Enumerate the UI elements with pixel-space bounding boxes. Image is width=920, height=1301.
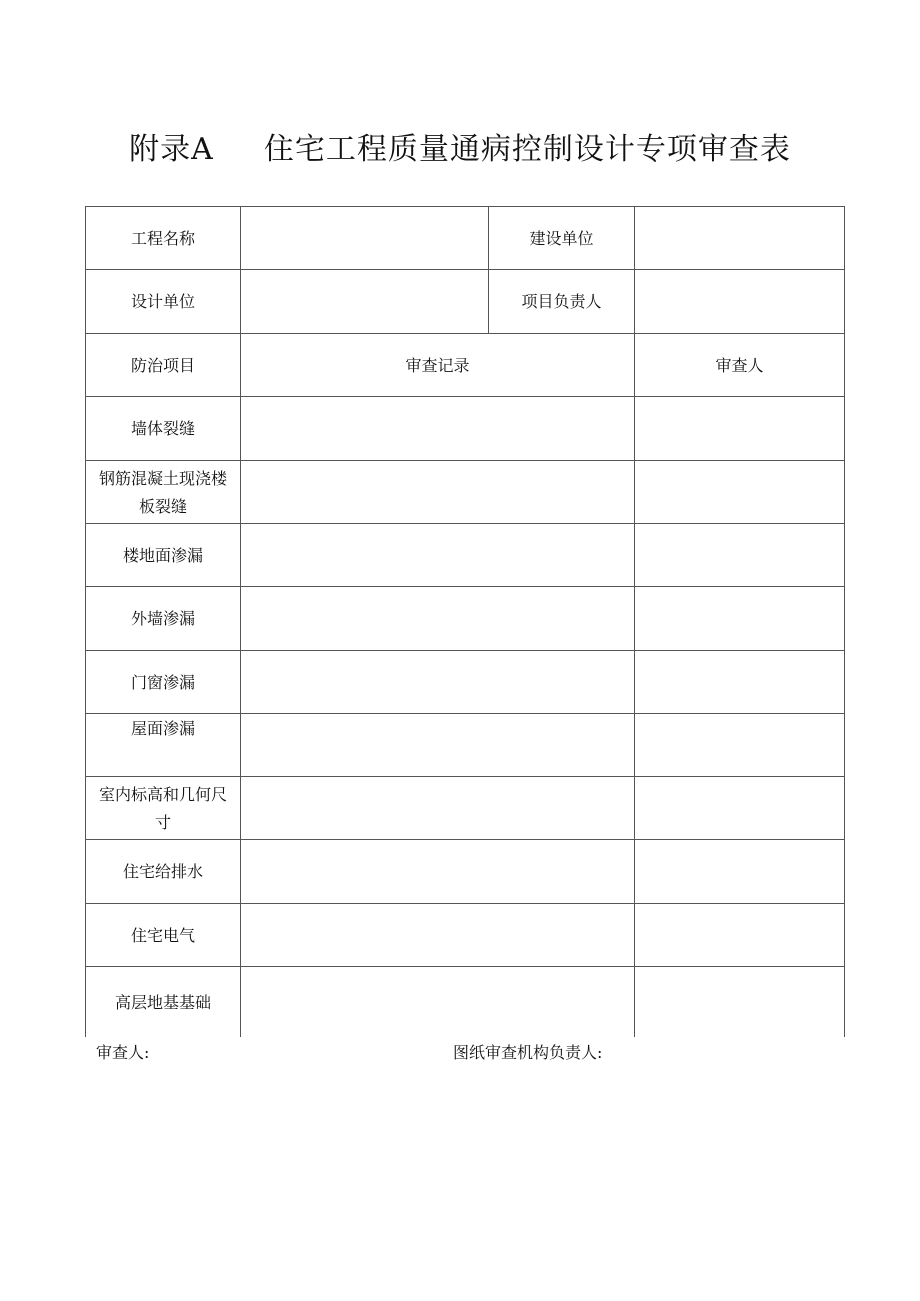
design-unit-label: 设计单位: [85, 270, 240, 334]
agency-head-signature-label: 图纸审查机构负责人:: [453, 1043, 603, 1062]
item-name: 钢筋混凝土现浇楼板裂缝: [85, 461, 240, 524]
table-row: [85, 460, 845, 524]
table-row: [85, 713, 845, 777]
item-name: 楼地面渗漏: [85, 524, 240, 587]
column-header-record: 审查记录: [240, 334, 634, 397]
appendix-label: 附录A: [129, 132, 214, 167]
owner-unit-label: 建设单位: [488, 207, 634, 270]
review-record-field[interactable]: [240, 967, 634, 1037]
column-header-item: 防治项目: [85, 334, 240, 397]
owner-unit-field[interactable]: [634, 207, 845, 270]
review-record-field[interactable]: [240, 714, 634, 777]
page-title: [0, 124, 920, 168]
review-record-field[interactable]: [240, 651, 634, 714]
reviewer-field[interactable]: [634, 840, 845, 904]
project-name-field[interactable]: [240, 207, 488, 270]
table-row: [85, 776, 845, 840]
review-record-field[interactable]: [240, 397, 634, 461]
item-name: 外墙渗漏: [85, 587, 240, 651]
item-name: 住宅电气: [85, 904, 240, 967]
reviewer-field[interactable]: [634, 461, 845, 524]
column-header-reviewer: 审查人: [634, 334, 845, 397]
item-name: 高层地基基础: [85, 967, 240, 1037]
reviewer-field[interactable]: [634, 904, 845, 967]
table-row: [85, 839, 845, 904]
table-row: [85, 523, 845, 587]
project-leader-label: 项目负责人: [488, 270, 634, 334]
table-row: [85, 396, 845, 461]
project-name-label: 工程名称: [85, 207, 240, 270]
table-row: [85, 586, 845, 651]
item-name: 屋面渗漏: [85, 714, 240, 777]
item-name: 门窗渗漏: [85, 651, 240, 714]
reviewer-field[interactable]: [634, 651, 845, 714]
item-name: 住宅给排水: [85, 840, 240, 904]
item-name: 墙体裂缝: [85, 397, 240, 461]
table-row: [85, 206, 845, 270]
reviewer-field[interactable]: [634, 524, 845, 587]
table-row: [85, 903, 845, 967]
reviewer-field[interactable]: [634, 587, 845, 651]
review-record-field[interactable]: [240, 461, 634, 524]
review-record-field[interactable]: [240, 524, 634, 587]
review-record-field[interactable]: [240, 840, 634, 904]
column-header-row: [85, 333, 845, 397]
form-title: 住宅工程质量通病控制设计专项审查表: [263, 132, 791, 167]
table-row: [85, 650, 845, 714]
review-record-field[interactable]: [240, 904, 634, 967]
reviewer-field[interactable]: [634, 967, 845, 1037]
design-unit-field[interactable]: [240, 270, 488, 334]
item-name: 室内标高和几何尺寸: [85, 777, 240, 840]
table-row: [85, 269, 845, 334]
table-row: [85, 966, 845, 1037]
reviewer-field[interactable]: [634, 777, 845, 840]
review-record-field[interactable]: [240, 777, 634, 840]
reviewer-signature-label: 审查人:: [96, 1043, 150, 1062]
reviewer-field[interactable]: [634, 397, 845, 461]
reviewer-field[interactable]: [634, 714, 845, 777]
review-record-field[interactable]: [240, 587, 634, 651]
project-leader-field[interactable]: [634, 270, 845, 334]
